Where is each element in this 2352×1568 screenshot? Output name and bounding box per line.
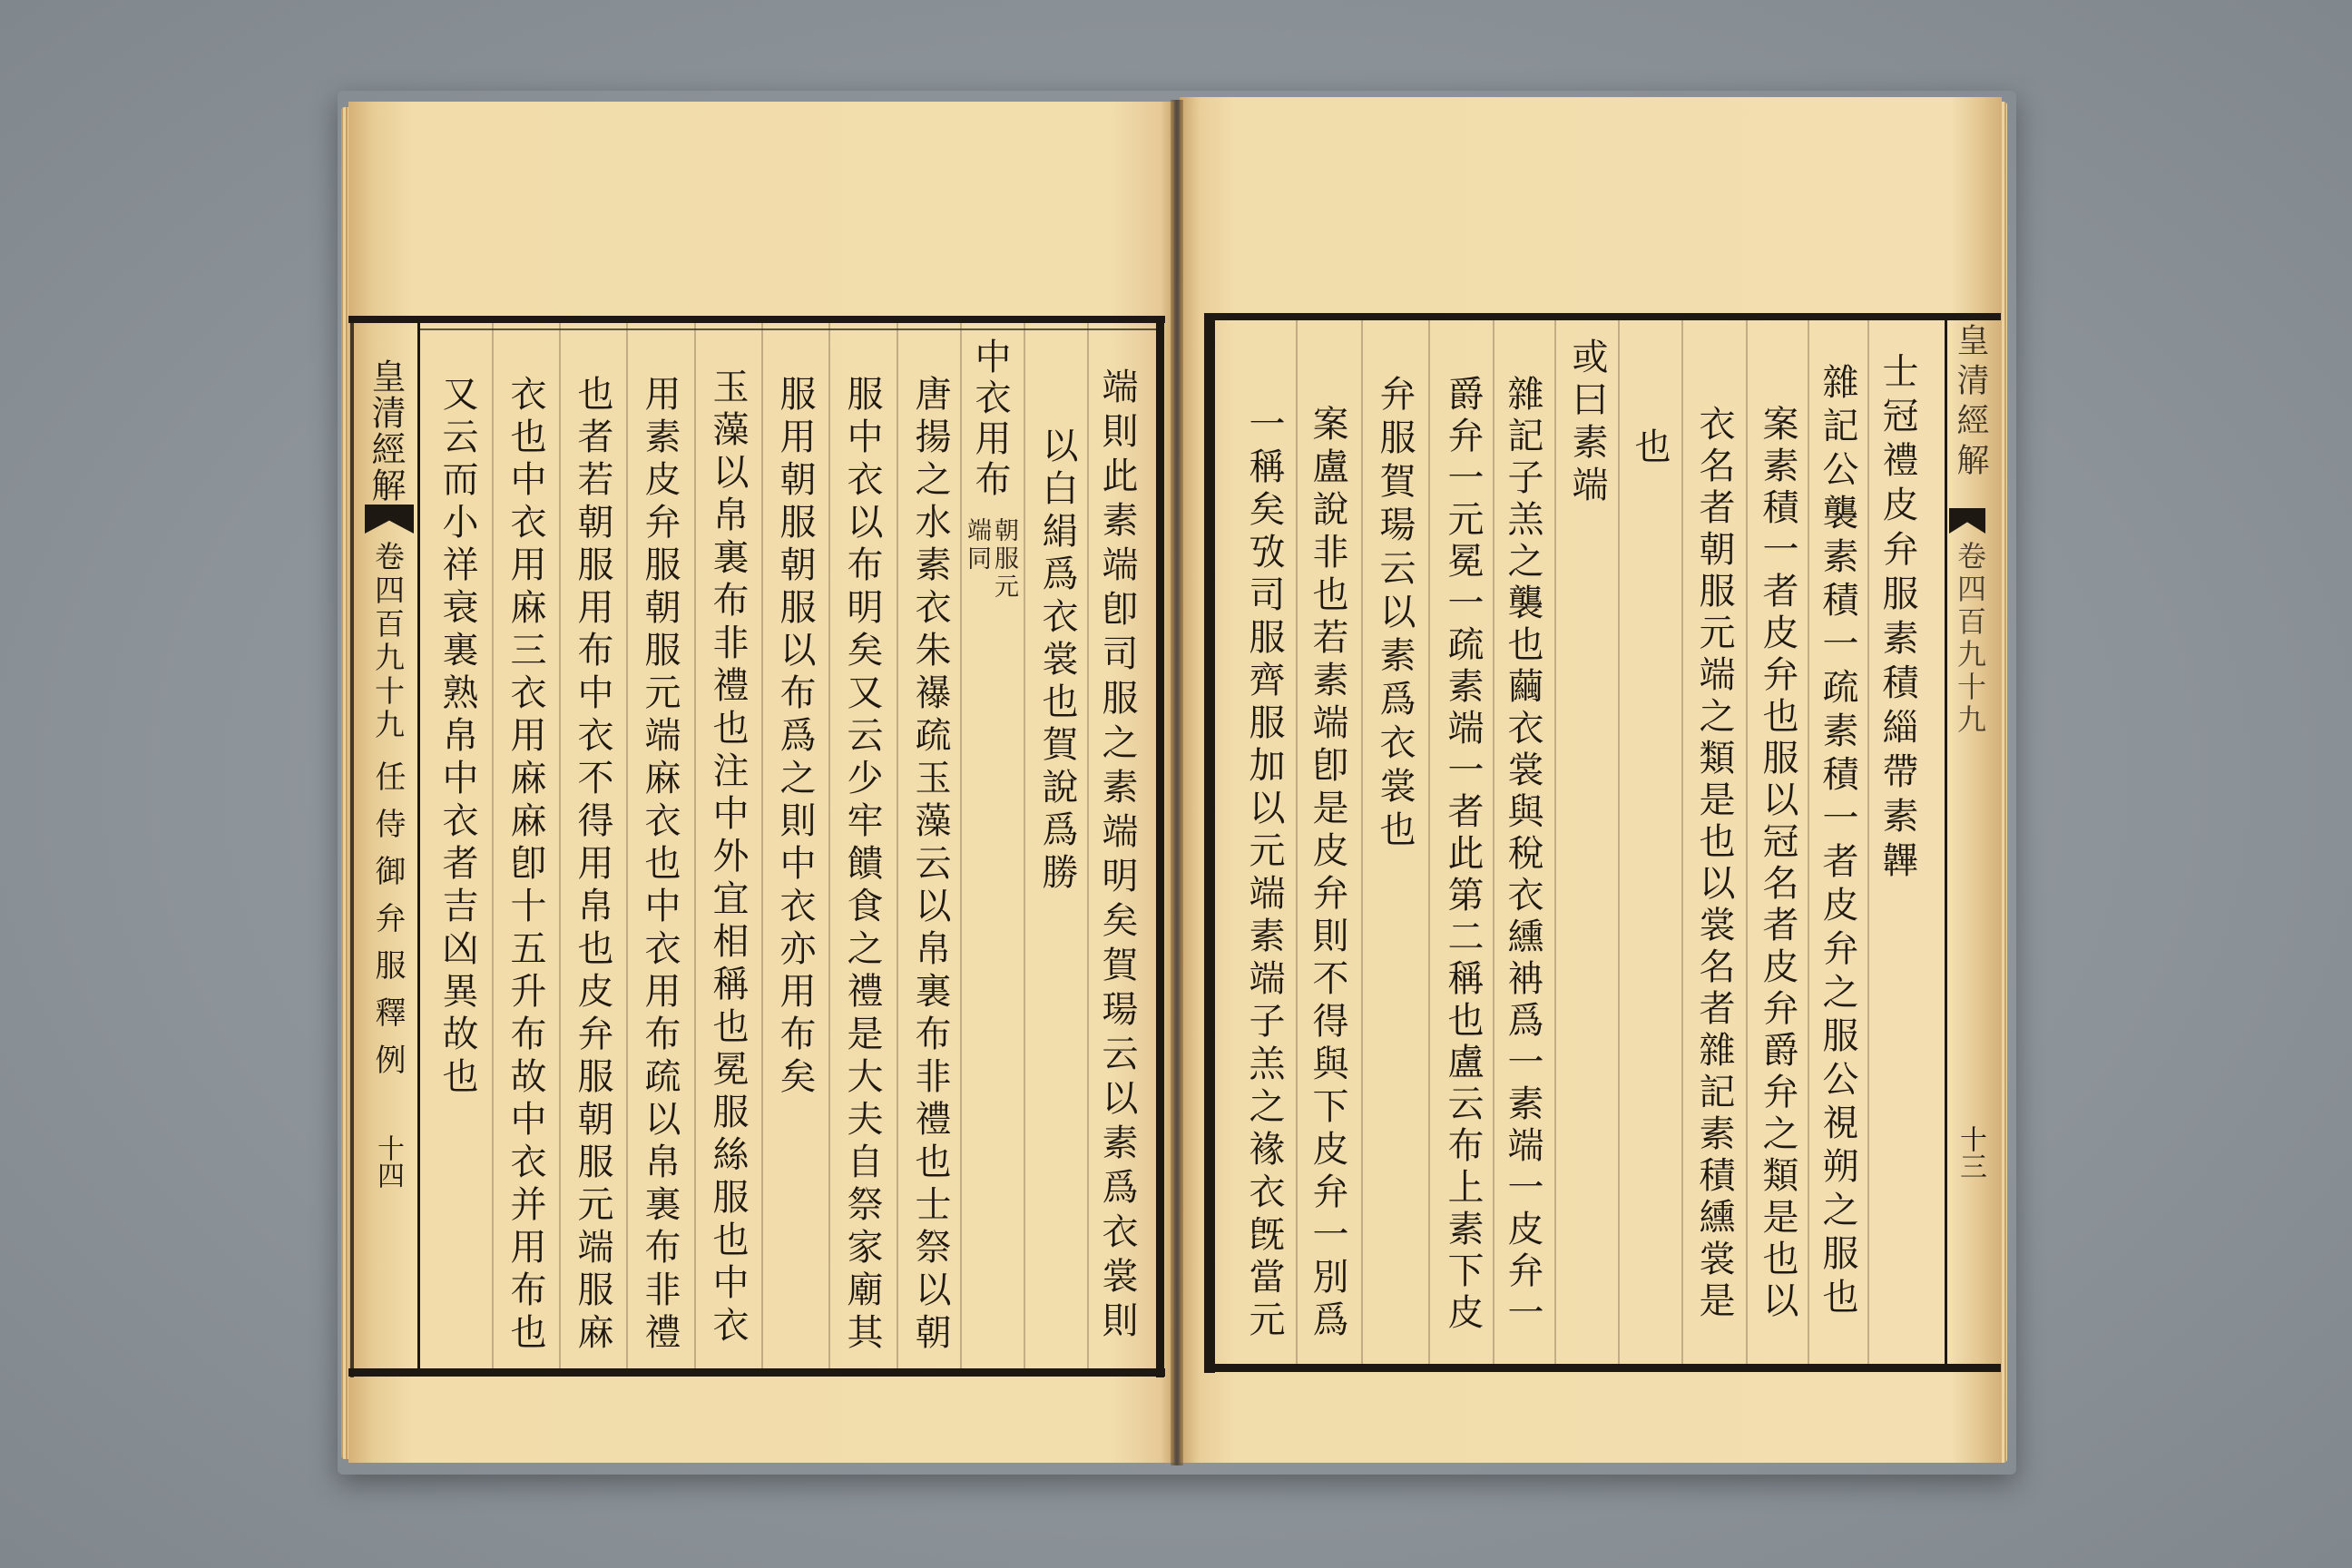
left-frame-top xyxy=(348,316,1165,323)
column-rule xyxy=(1087,323,1089,1368)
left-frame-top-inner xyxy=(419,328,1156,330)
column-rule xyxy=(1361,320,1363,1364)
text-column: 玉藻以帛裏布非禮也注中外宜相稱也冕服絲服也中衣 xyxy=(707,368,749,1348)
text-column: 端則此素端卽司服之素端明矣賀瑒云以素爲衣裳則 xyxy=(1096,368,1138,1346)
section-heading: 中衣用布 xyxy=(969,338,1011,501)
column-rule xyxy=(1618,320,1620,1364)
column-rule xyxy=(1493,320,1494,1364)
column-rule xyxy=(492,323,494,1368)
section-heading: 或曰素端 xyxy=(1566,338,1608,508)
book-spine xyxy=(1171,100,1183,1465)
inline-annotation: 端同 xyxy=(963,517,991,573)
margin-volume: 卷四百九十九 xyxy=(370,541,406,742)
column-rule xyxy=(1296,320,1298,1364)
column-rule xyxy=(1808,320,1809,1364)
left-fold-margin-line xyxy=(417,318,420,1370)
right-frame-bottom xyxy=(1204,1364,2001,1372)
column-rule xyxy=(1867,320,1869,1364)
left-frame-left xyxy=(350,316,354,1377)
text-column: 也 xyxy=(1629,427,1671,469)
column-rule xyxy=(559,323,561,1368)
text-column: 一稱矣攷司服齊服加以元端素端子羔之褖衣旣當元 xyxy=(1243,405,1285,1343)
text-column: 案盧說非也若素端卽是皮弁則不得與下皮弁一別爲 xyxy=(1307,405,1348,1343)
column-rule xyxy=(1024,323,1025,1368)
text-column: 服中衣以布明矣又云少牢饋食之禮是大夫自祭家廟其 xyxy=(841,375,883,1356)
margin-volume: 卷四百九十九 xyxy=(1953,541,1987,737)
text-column: 用素皮弁服朝服元端麻衣也中衣用布疏以帛裏布非禮 xyxy=(639,375,681,1356)
text-column: 衣名者朝服元端之類是也以裳名者雜記素積纁裳是 xyxy=(1693,405,1735,1323)
right-frame-left xyxy=(1204,313,1215,1373)
left-frame-bottom xyxy=(348,1368,1165,1377)
column-rule xyxy=(1681,320,1683,1364)
section-heading: 士冠禮皮弁服素積緇帶素韠 xyxy=(1877,352,1918,886)
text-column: 也者若朝服用布中衣不得用帛也皮弁服朝服元端服麻 xyxy=(572,375,613,1356)
column-rule xyxy=(694,323,696,1368)
page-number: 十四 xyxy=(372,1134,404,1189)
column-rule xyxy=(626,323,628,1368)
right-frame-top xyxy=(1204,313,2001,320)
column-rule xyxy=(828,323,830,1368)
column-rule xyxy=(960,323,962,1368)
margin-book-title: 皇清經解 xyxy=(1952,323,1989,483)
left-frame-right xyxy=(1156,316,1164,1377)
margin-work-title: 任侍御弁服釋例 xyxy=(369,760,406,1091)
text-column: 以白絹爲衣裳也賀說爲勝 xyxy=(1036,426,1078,896)
column-rule xyxy=(1428,320,1430,1364)
margin-book-title: 皇清經解 xyxy=(366,358,406,504)
text-column: 衣也中衣用麻三衣用麻麻卽十五升布故中衣并用布也 xyxy=(505,375,546,1356)
text-column: 雜記子羔之襲也繭衣裳與稅衣纁袡爲一素端一皮弁一 xyxy=(1502,375,1544,1335)
column-rule xyxy=(761,323,763,1368)
text-column: 爵弁一元冕一疏素端一者此第二稱也盧云布上素下皮 xyxy=(1442,375,1484,1335)
column-rule xyxy=(1554,320,1556,1364)
inline-annotation: 朝服元 xyxy=(990,517,1018,602)
column-rule xyxy=(897,323,898,1368)
text-column: 案素積一者皮弁也服以冠名者皮弁爵弁之類是也以 xyxy=(1757,405,1798,1323)
text-column: 雜記公襲素積一疏素積一者皮弁之服公視朔之服也 xyxy=(1817,363,1858,1321)
text-column: 又云而小祥衰裏熟帛中衣者吉凶異故也 xyxy=(436,375,478,1100)
column-rule xyxy=(1746,320,1748,1364)
text-column: 弁服賀瑒云以素爲衣裳也 xyxy=(1374,375,1416,854)
page-number: 十三 xyxy=(1955,1125,1986,1180)
text-column: 唐揚之水素衣朱襮疏玉藻云以帛裏布非禮也士祭以朝 xyxy=(909,375,951,1356)
text-column: 服用朝服朝服以布爲之則中衣亦用布矣 xyxy=(774,375,816,1100)
